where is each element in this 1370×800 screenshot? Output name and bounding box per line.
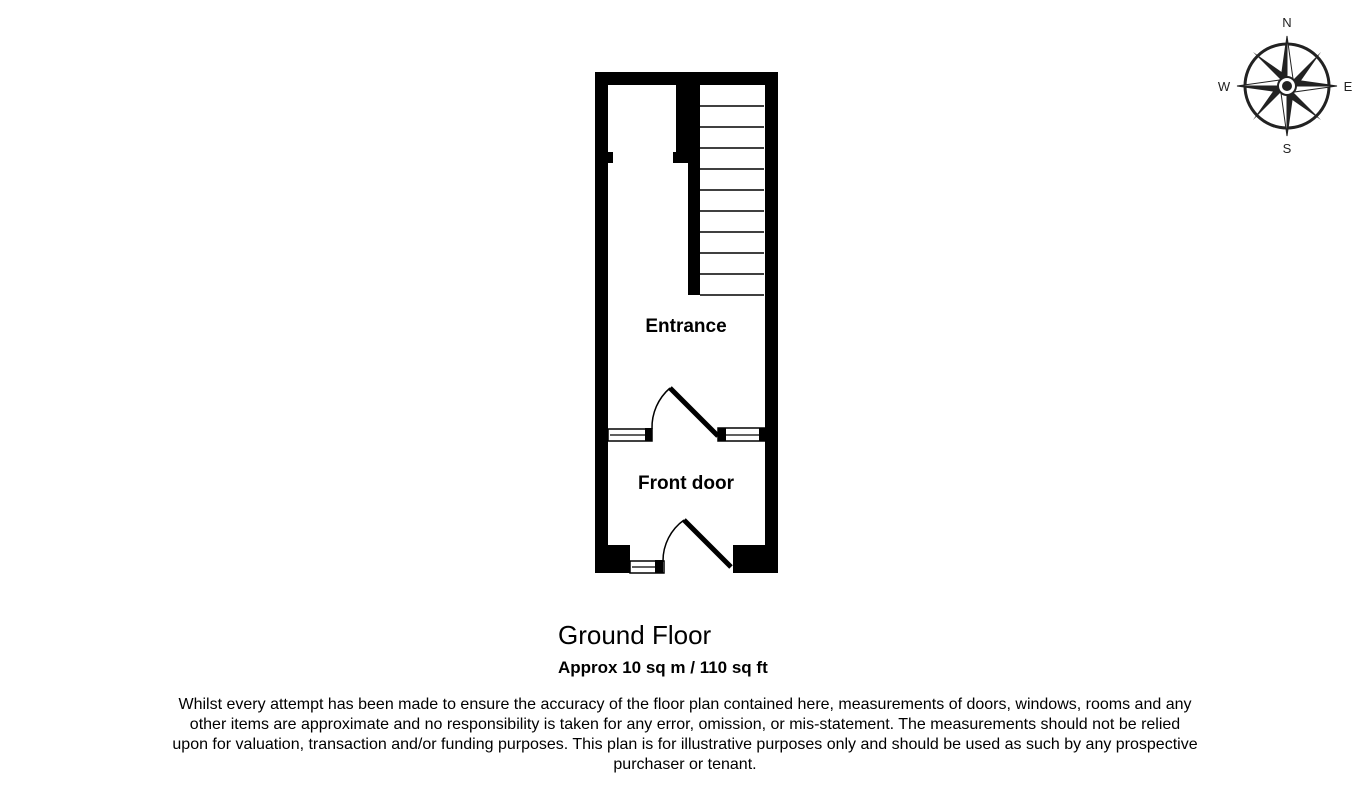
- internal-door: [652, 388, 718, 436]
- internal-partition: [608, 428, 765, 441]
- compass-east-label: E: [1343, 79, 1353, 94]
- room-label-entrance: Entrance: [645, 316, 727, 337]
- staircase: [700, 106, 764, 295]
- floor-title: Ground Floor: [558, 620, 712, 650]
- front-door: [663, 520, 731, 567]
- front-window: [630, 560, 664, 573]
- room-label-front-door: Front door: [637, 473, 735, 494]
- compass-north-label: N: [1282, 15, 1292, 30]
- stair-wall: [608, 85, 700, 295]
- disclaimer-text: Whilst every attempt has been made to ensure the accuracy of the floor plan contained here, measurements of doors, windows, rooms and any other items are approximate and no responsibility is taken for any error, omission, or mis-statement. The measurements should not be relied upon for valuation, transaction and/or funding purposes. This plan is for illustrative purposes only and should be used as such by any prospective purchaser or tenant.: [172, 696, 1198, 773]
- floor-area: Approx 10 sq m / 110 sq ft: [558, 658, 768, 677]
- compass-star-icon: [1237, 36, 1337, 136]
- compass-west-label: W: [1217, 79, 1231, 94]
- compass-south-label: S: [1282, 141, 1292, 156]
- compass-rose: [1218, 15, 1353, 156]
